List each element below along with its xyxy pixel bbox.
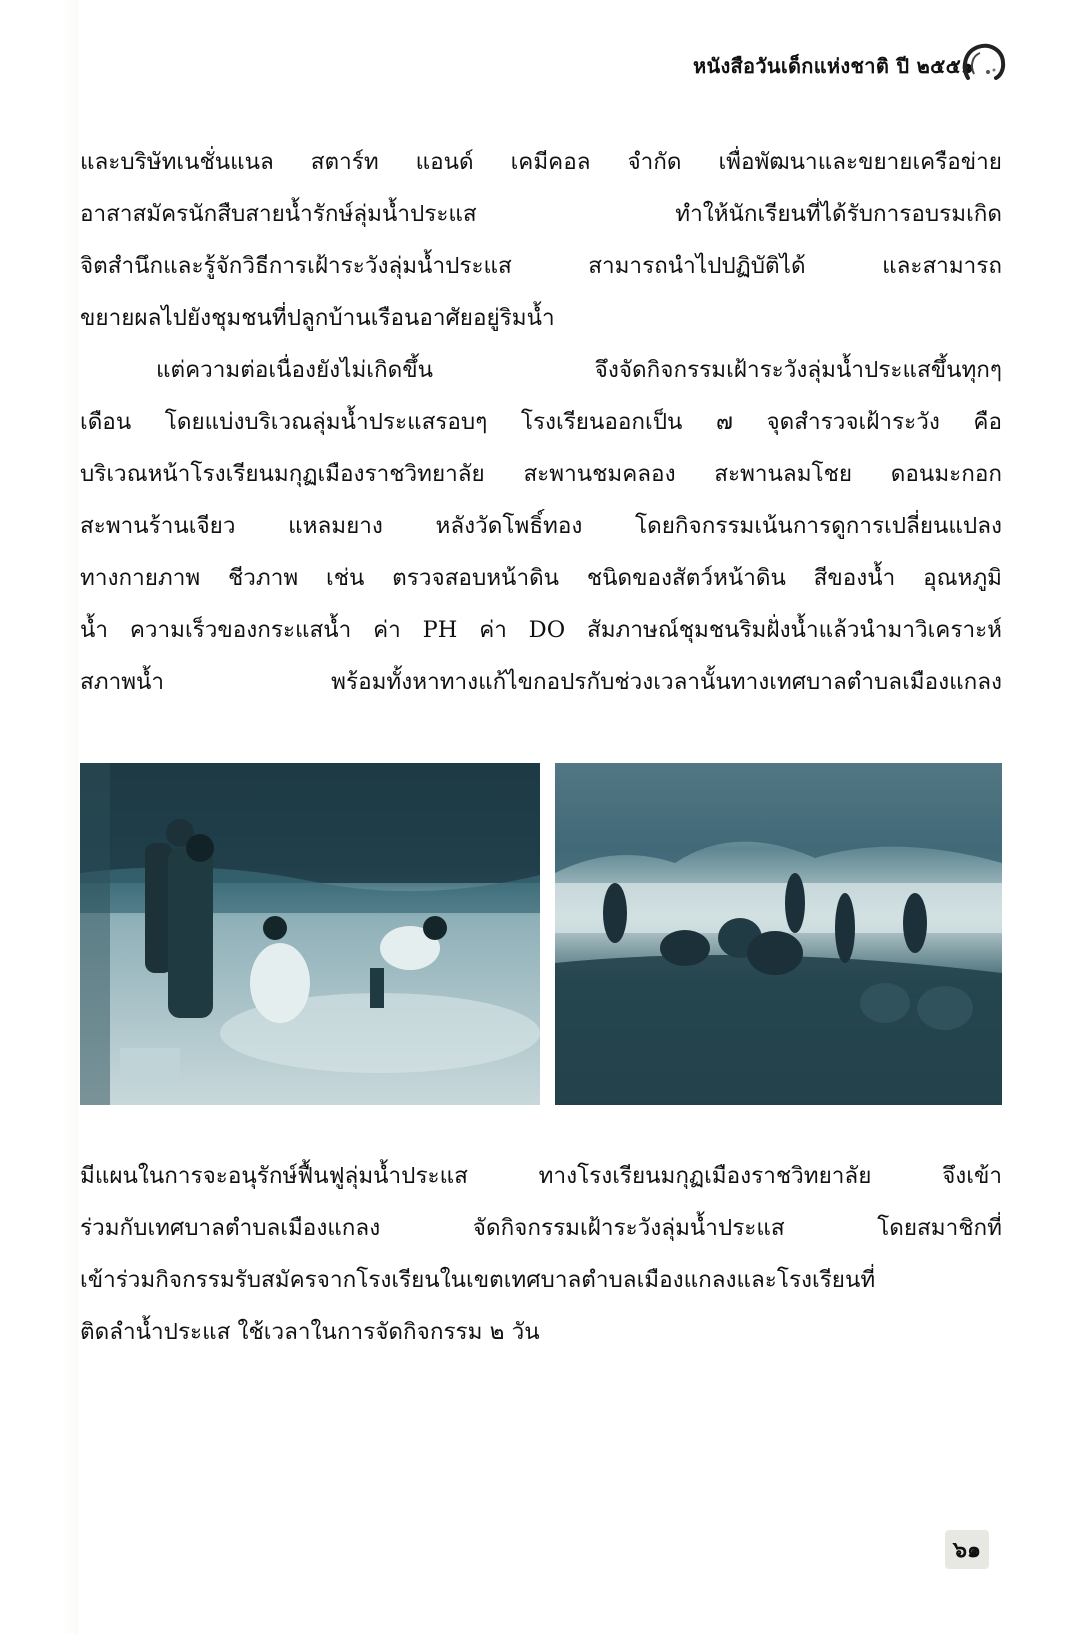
emblem-logo-icon <box>958 40 1008 90</box>
page-gutter <box>0 0 78 1634</box>
text-line: มีแผนในการจะอนุรักษ์ฟื้นฟูลุ่มน้ำประแส ทางโรงเรียนมกุฏเมืองราชวิทยาลัย จึงเข้า <box>80 1163 1002 1189</box>
text-line: สภาพน้ำ พร้อมทั้งหาทางแก้ไขกอปรกับช่วงเวลานั้นทางเทศบาลตำบลเมืองแกลง <box>80 669 1002 695</box>
text-line: ทางกายภาพ ชีวภาพ เช่น ตรวจสอบหน้าดิน ชนิดของสัตว์หน้าดิน สีของน้ำ อุณหภูมิ <box>80 565 1002 591</box>
text-line: สะพานร้านเจียว แหลมยาง หลังวัดโพธิ์ทอง โดยกิจกรรมเน้นการดูการเปลี่ยนแปลง <box>80 513 1002 539</box>
text-line: จิตสำนึกและรู้จักวิธีการเฝ้าระวังลุ่มน้ำประแส สามารถนำไปปฏิบัติได้ และสามารถ <box>80 253 1002 279</box>
body-text-bottom <box>80 1150 1002 1358</box>
text-line: ขยายผลไปยังชุมชนที่ปลูกบ้านเรือนอาศัยอยู่ริมน้ำ <box>80 305 555 331</box>
text-line: น้ำ ความเร็วของกระแสน้ำ ค่า PH ค่า DO สัมภาษณ์ชุมชนริมฝั่งน้ำแล้วนำมาวิเคราะห์ <box>80 617 1002 643</box>
text-line: และบริษัทเนชั่นแนล สตาร์ท แอนด์ เคมีคอล จำกัด เพื่อพัฒนาและขยายเครือข่าย <box>80 149 1002 175</box>
page-number: ๖๑ <box>945 1530 989 1569</box>
running-header: หนังสือวันเด็กแห่งชาติ ปี ๒๕๕๑ <box>693 54 974 78</box>
text-line: แต่ความต่อเนื่องยังไม่เกิดขึ้น จึงจัดกิจกรรมเฝ้าระวังลุ่มน้ำประแสขึ้นทุกๆ <box>156 357 1002 383</box>
photo-students-at-riverbank <box>80 763 540 1105</box>
photo-group-in-field <box>555 763 1002 1105</box>
body-text-top <box>80 136 1002 708</box>
text-line: บริเวณหน้าโรงเรียนมกุฏเมืองราชวิทยาลัย สะพานชมคลอง สะพานลมโชย ดอนมะกอก <box>80 461 1002 487</box>
text-line: อาสาสมัครนักสืบสายน้ำรักษ์ลุ่มน้ำประแส ทำให้นักเรียนที่ได้รับการอบรมเกิด <box>80 201 1002 227</box>
text-line: เดือน โดยแบ่งบริเวณลุ่มน้ำประแสรอบๆ โรงเรียนออกเป็น ๗ จุดสำรวจเฝ้าระวัง คือ <box>80 409 1002 435</box>
text-line: เข้าร่วมกิจกรรมรับสมัครจากโรงเรียนในเขตเทศบาลตำบลเมืองแกลงและโรงเรียนที่ <box>80 1267 876 1293</box>
text-line: ติดลำน้ำประแส ใช้เวลาในการจัดกิจกรรม ๒ วัน <box>80 1319 540 1345</box>
text-line: ร่วมกับเทศบาลตำบลเมืองแกลง จัดกิจกรรมเฝ้าระวังลุ่มน้ำประแส โดยสมาชิกที่ <box>80 1215 1002 1241</box>
